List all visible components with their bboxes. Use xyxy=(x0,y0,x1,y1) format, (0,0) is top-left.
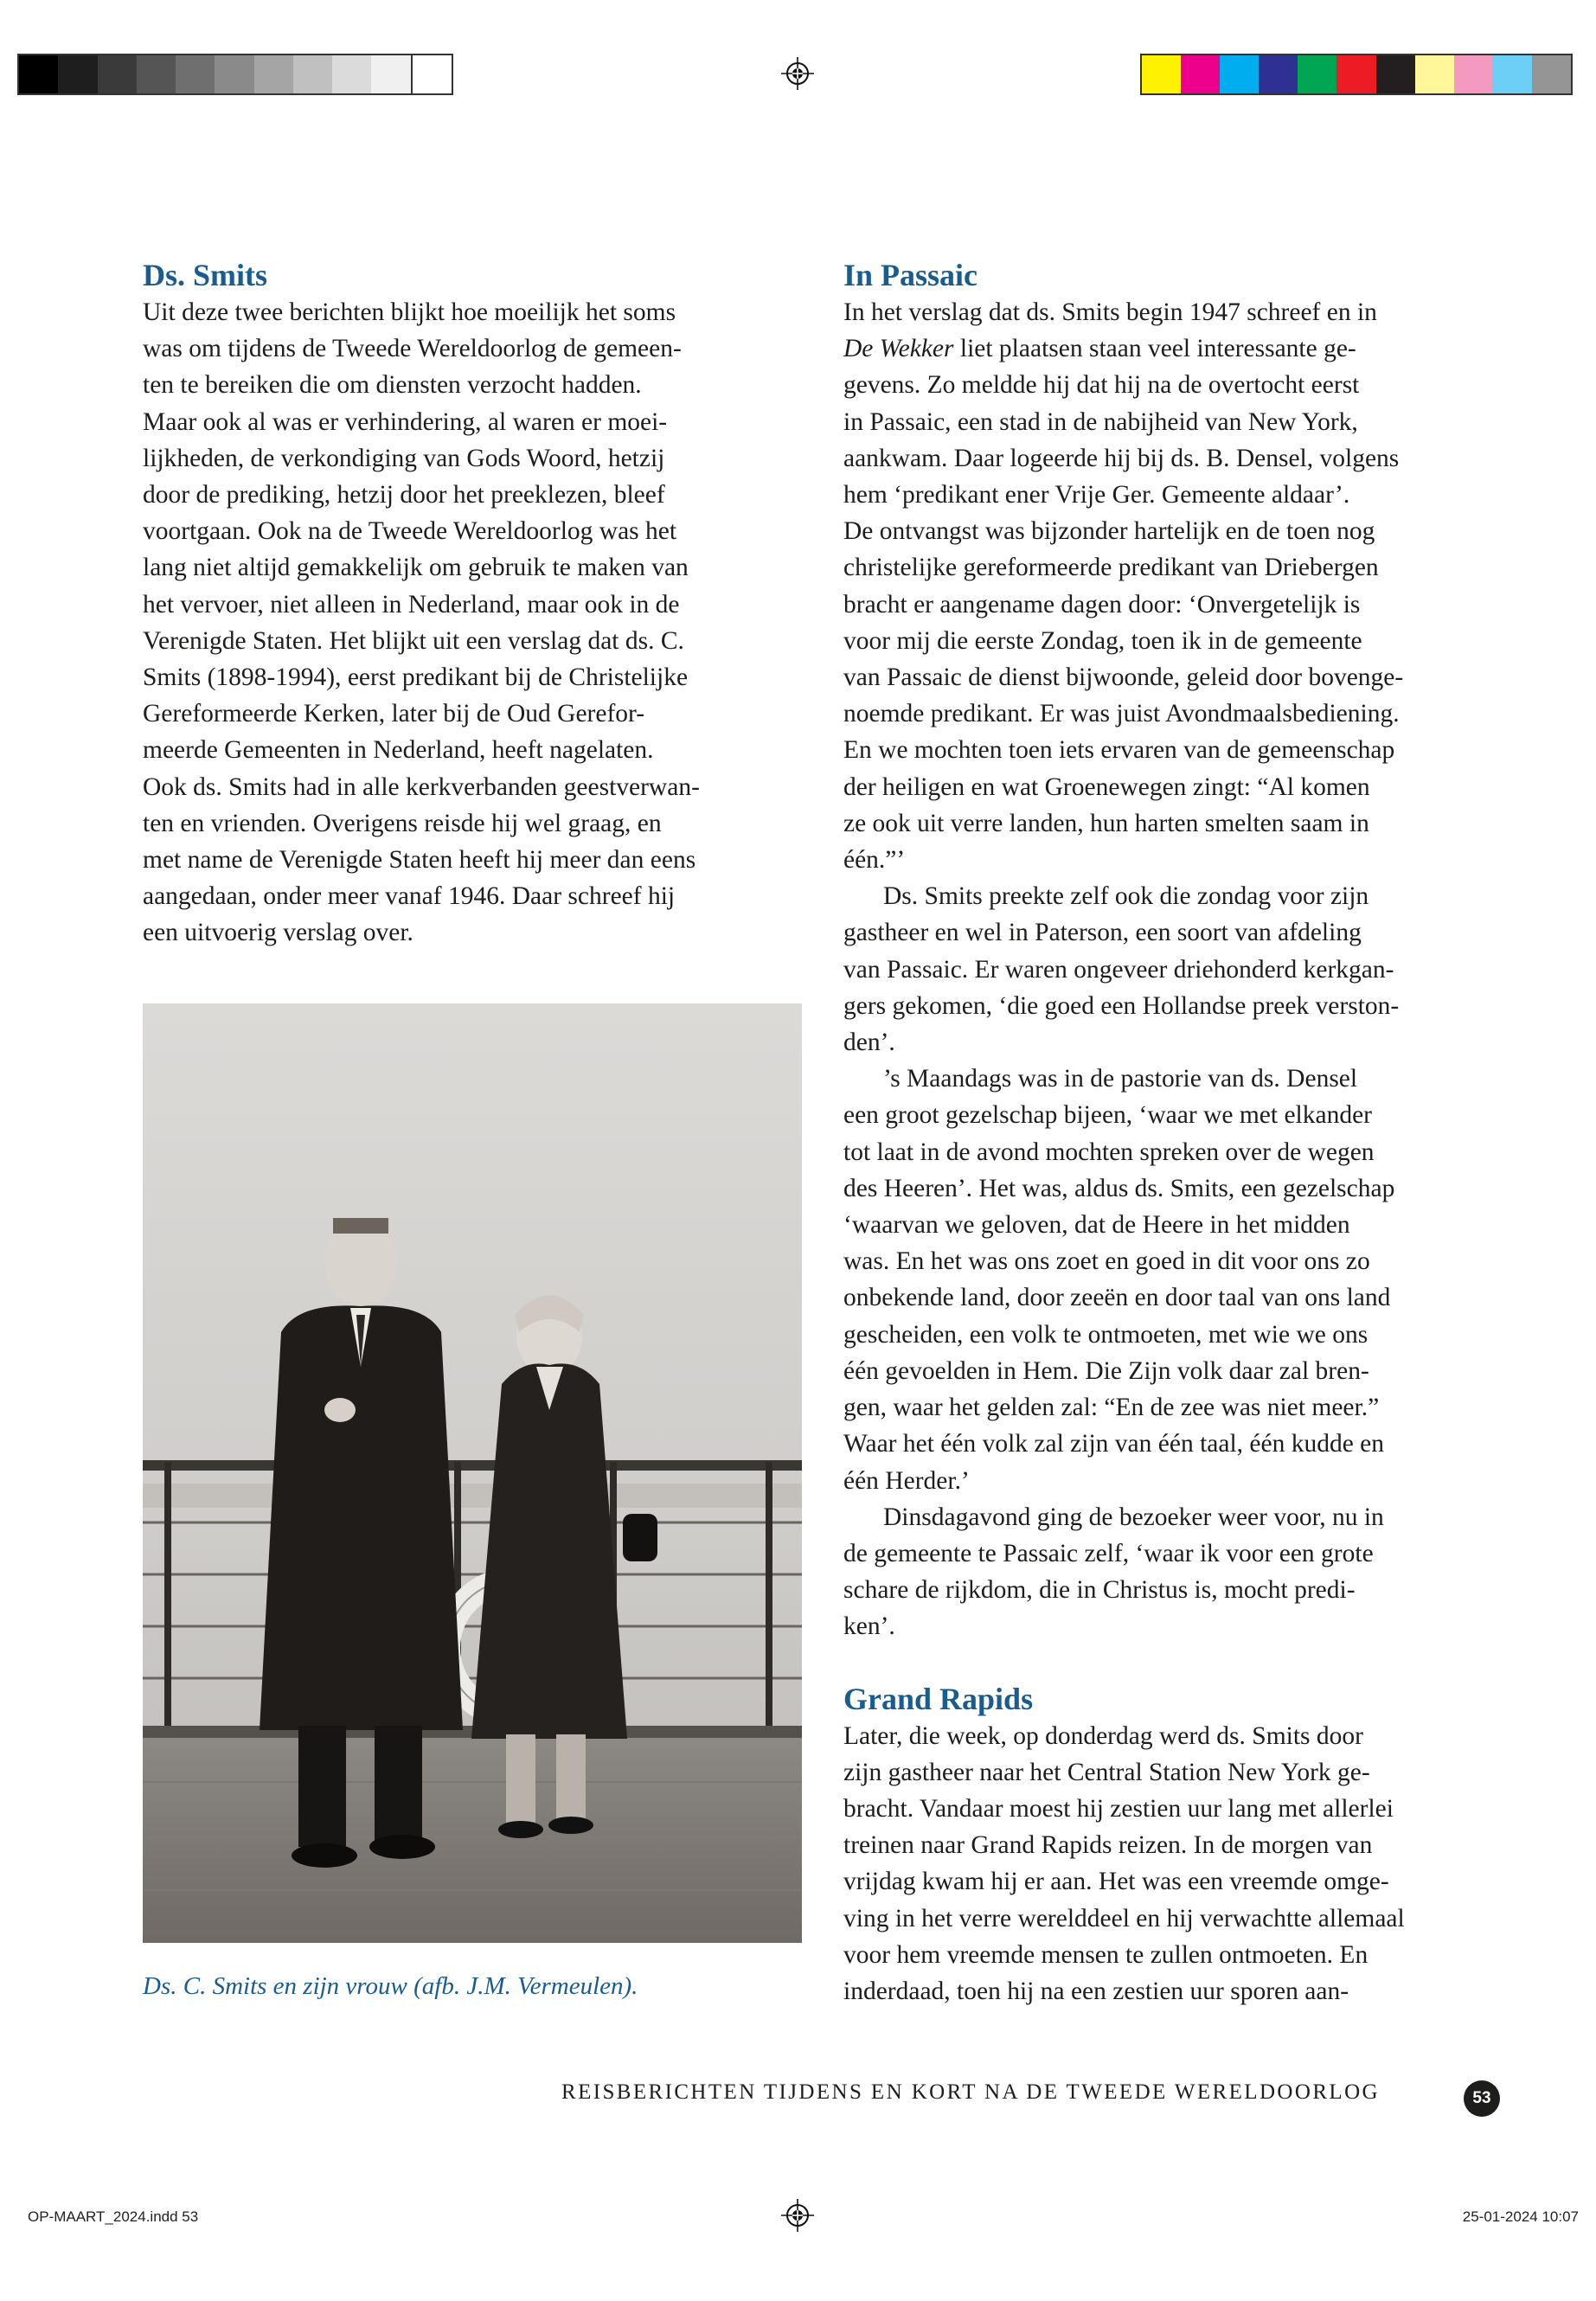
text-line: meerde Gemeenten in Nederland, heeft nagelaten. xyxy=(143,736,654,765)
historical-photo xyxy=(143,1003,802,1943)
color-swatch xyxy=(1220,55,1259,93)
text-line: zijn gastheer naar het Central Station New York ge- xyxy=(843,1758,1370,1786)
grayscale-color-bar xyxy=(17,54,453,95)
paragraph-paterson xyxy=(843,878,1509,1061)
text-line: één.”’ xyxy=(843,846,906,875)
text-line: door de prediking, hetzij door het preeklezen, bleef xyxy=(143,481,665,510)
text-line: ten te bereiken die om diensten verzocht hadden. xyxy=(143,371,642,400)
publication-title: De Wekker xyxy=(843,335,954,363)
text-line: tot laat in de avond mochten spreken over de wegen xyxy=(843,1138,1375,1166)
text-line: een groot gezelschap bijeen, ‘waar we met elkander xyxy=(843,1101,1373,1130)
text-line: voor hem vreemde mensen te zullen ontmoeten. En xyxy=(843,1940,1368,1969)
text-line: In het verslag dat ds. Smits begin 1947 schreef en in xyxy=(843,298,1377,326)
text-line: Dinsdagavond ging de bezoeker weer voor, nu in xyxy=(883,1503,1384,1531)
text-line: En we mochten toen iets ervaren van de gemeenschap xyxy=(843,736,1395,765)
text-line: Uit deze twee berichten blijkt hoe moeilijk het soms xyxy=(143,298,676,326)
color-swatch xyxy=(371,55,410,93)
page-number-badge: 53 xyxy=(1464,2080,1500,2117)
text-line: voor mij die eerste Zondag, toen ik in de gemeente xyxy=(843,626,1362,655)
text-line: van Passaic. Er waren ongeveer driehonderd kerkgan- xyxy=(843,955,1394,984)
right-column xyxy=(843,256,1509,2009)
text-line: hem ‘predikant ener Vrije Ger. Gemeente aldaar’. xyxy=(843,481,1350,510)
text-line: christelijke gereformeerde predikant van Driebergen xyxy=(843,554,1379,582)
text-line: ten en vrienden. Overigens reisde hij wel graag, en xyxy=(143,809,662,837)
color-swatch xyxy=(1259,55,1298,93)
text-line: ken’. xyxy=(843,1612,895,1641)
text-line: den’. xyxy=(843,1029,895,1057)
color-swatch xyxy=(1336,55,1375,93)
text-line: ze ook uit verre landen, hun harten smelten saam in xyxy=(843,809,1369,837)
text-line: Maar ook al was er verhindering, al waren er moei- xyxy=(143,407,668,436)
text-line: één Herder.’ xyxy=(843,1466,970,1495)
text-line: Gereformeerde Kerken, later bij de Oud Gerefor- xyxy=(143,700,645,728)
text-line: Smits (1898-1994), eerst predikant bij de Christelijke xyxy=(143,663,689,692)
color-swatch xyxy=(411,55,452,93)
text-line: van Passaic de dienst bijwoonde, geleid door bovenge- xyxy=(843,663,1404,692)
text-line: was om tijdens de Tweede Wereldoorlog de gemeen- xyxy=(143,335,682,363)
process-color-bar xyxy=(1140,54,1573,95)
text-line: bracht er aangename dagen door: ‘Onvergetelijk is xyxy=(843,590,1361,619)
color-swatch xyxy=(1376,55,1415,93)
text-line: Verenigde Staten. Het blijkt uit een verslag dat ds. C. xyxy=(143,626,684,655)
text-fragment: liet plaatsen staan veel interessante ge- xyxy=(953,335,1356,363)
slug-file-info: OP-MAART_2024.indd 53 xyxy=(28,2208,199,2225)
text-line: aankwam. Daar logeerde hij bij ds. B. Densel, volgens xyxy=(843,444,1400,472)
text-line: Waar het één volk zal zijn van één taal, één kudde en xyxy=(843,1430,1385,1458)
section-heading-ds-smits: Ds. Smits xyxy=(143,258,268,292)
paragraph-grand-rapids xyxy=(843,1718,1509,2010)
color-swatch xyxy=(215,55,253,93)
text-line: lang niet altijd gemakkelijk om gebruik te maken van xyxy=(143,554,689,582)
color-swatch xyxy=(293,55,332,93)
text-line: één gevoelden in Hem. Die Zijn volk daar zal bren- xyxy=(843,1356,1369,1385)
color-swatch xyxy=(1454,55,1493,93)
text-line: treinen naar Grand Rapids reizen. In de morgen van xyxy=(843,1831,1373,1860)
text-line: een uitvoerig verslag over. xyxy=(143,919,413,947)
paragraph-dinsdag xyxy=(843,1499,1509,1645)
slug-date-time: 25-01-2024 10:07 xyxy=(1462,2208,1579,2225)
text-line: inderdaad, toen hij na een zestien uur sporen aan- xyxy=(843,1977,1349,2005)
color-swatch xyxy=(19,55,58,93)
text-line: Later, die week, op donderdag werd ds. Smits door xyxy=(843,1721,1363,1750)
color-swatch xyxy=(176,55,215,93)
color-swatch xyxy=(1181,55,1220,93)
text-line: aangedaan, onder meer vanaf 1946. Daar schreef hij xyxy=(143,882,676,911)
registration-mark-icon xyxy=(781,2199,814,2232)
running-title: REISBERICHTEN TIJDENS EN KORT NA DE TWEEDE WERELDOORLOG xyxy=(561,2080,1380,2104)
text-line: gescheiden, een volk te ontmoeten, met wie we ons xyxy=(843,1320,1368,1349)
text-line: was. En het was ons zoet en goed in dit voor ons zo xyxy=(843,1247,1370,1276)
color-swatch xyxy=(254,55,293,93)
text-line: voortgaan. Ook na de Tweede Wereldoorlog was het xyxy=(143,517,677,546)
text-line: ‘waarvan we geloven, dat de Heere in het midden xyxy=(843,1211,1350,1240)
color-swatch xyxy=(1298,55,1336,93)
text-line: lijkheden, de verkondiging van Gods Woord, hetzij xyxy=(143,444,665,472)
color-swatch xyxy=(1142,55,1181,93)
color-swatch xyxy=(1532,55,1571,93)
registration-mark-icon xyxy=(781,57,814,90)
text-line: De ontvangst was bijzonder hartelijk en de toen nog xyxy=(843,517,1375,546)
text-line: met name de Verenigde Staten heeft hij meer dan eens xyxy=(143,846,696,875)
text-line: gevens. Zo meldde hij dat hij na de overtocht eerst xyxy=(843,371,1360,400)
color-swatch xyxy=(137,55,176,93)
text-line xyxy=(843,330,1509,367)
color-swatch xyxy=(98,55,137,93)
paragraph-maandag xyxy=(843,1061,1509,1498)
text-line: Ook ds. Smits had in alle kerkverbanden geestverwan- xyxy=(143,772,700,801)
left-body-text xyxy=(143,294,809,952)
section-heading-grand-rapids: Grand Rapids xyxy=(843,1681,1034,1716)
text-line: ’s Maandags was in de pastorie van ds. Densel xyxy=(883,1065,1358,1093)
color-swatch xyxy=(1415,55,1454,93)
photo-caption: Ds. C. Smits en zijn vrouw (afb. J.M. Vermeulen). xyxy=(143,1972,638,2000)
color-swatch xyxy=(1493,55,1532,93)
text-line: der heiligen en wat Groenewegen zingt: “Al komen xyxy=(843,772,1370,801)
left-column xyxy=(143,256,809,952)
section-heading-in-passaic: In Passaic xyxy=(843,258,978,292)
text-line: Ds. Smits preekte zelf ook die zondag voor zijn xyxy=(883,882,1369,911)
color-swatch xyxy=(332,55,371,93)
text-line: de gemeente te Passaic zelf, ‘waar ik voor een grote xyxy=(843,1539,1374,1567)
text-line: noemde predikant. Er was juist Avondmaalsbediening. xyxy=(843,700,1400,728)
text-line: ving in het verre werelddeel en hij verwachtte allemaal xyxy=(843,1904,1405,1932)
text-line: gastheer en wel in Paterson, een soort van afdeling xyxy=(843,919,1362,947)
paragraph-passaic xyxy=(843,367,1509,878)
text-line: des Heeren’. Het was, aldus ds. Smits, een gezelschap xyxy=(843,1174,1395,1202)
text-line: onbekende land, door zeeën en door taal van ons land xyxy=(843,1284,1391,1312)
text-line: het vervoer, niet alleen in Nederland, maar ook in de xyxy=(143,590,680,619)
text-line: bracht. Vandaar moest hij zestien uur lang met allerlei xyxy=(843,1794,1394,1823)
text-line: schare de rijkdom, die in Christus is, mocht predi- xyxy=(843,1576,1356,1605)
text-line: vrijdag kwam hij er aan. Het was een vreemde omge- xyxy=(843,1868,1389,1896)
text-line: gen, waar het gelden zal: “En de zee was niet meer.” xyxy=(843,1394,1380,1422)
text-line: gers gekomen, ‘die goed een Hollandse preek verston- xyxy=(843,991,1400,1020)
color-swatch xyxy=(58,55,97,93)
text-line: in Passaic, een stad in de nabijheid van New York, xyxy=(843,407,1358,436)
